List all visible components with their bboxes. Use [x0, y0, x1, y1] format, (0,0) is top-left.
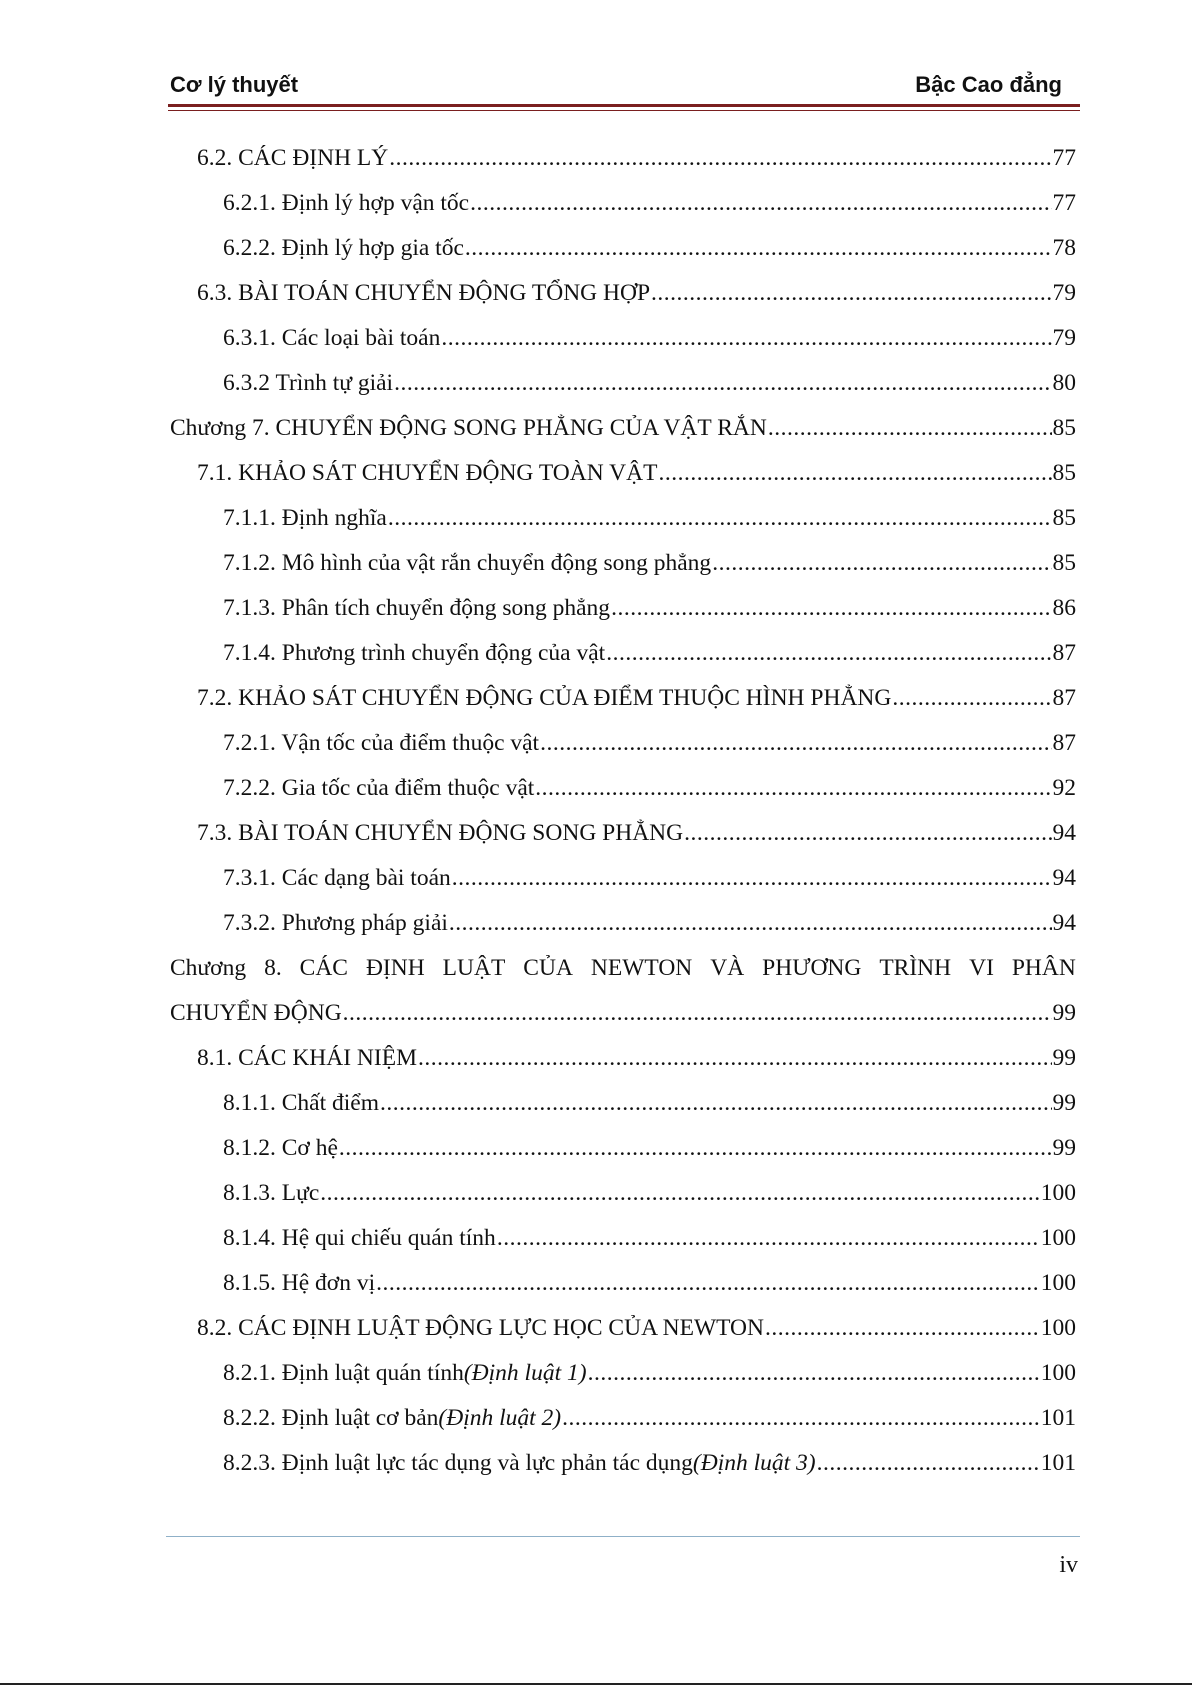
page-number: iv: [1059, 1552, 1078, 1578]
toc-entry[interactable]: [170, 1216, 1076, 1261]
toc-entry-page: 99: [1052, 1045, 1076, 1071]
toc-entry[interactable]: [170, 451, 1076, 496]
toc-entry-page: 100: [1040, 1315, 1076, 1341]
toc-entry[interactable]: [170, 1261, 1076, 1306]
toc-leader-dots: [892, 676, 1051, 721]
toc-entry[interactable]: [170, 586, 1076, 631]
toc-entry[interactable]: [170, 676, 1076, 721]
toc-entry-text: 7.3. BÀI TOÁN CHUYỂN ĐỘNG SONG PHẲNG: [197, 820, 684, 846]
toc-leader-dots: [470, 181, 1051, 226]
toc-entry-page: 77: [1052, 145, 1076, 171]
table-of-contents: [170, 136, 1076, 1486]
toc-entry-page: 99: [1052, 1135, 1076, 1161]
toc-entry-page: 99: [1052, 1000, 1076, 1026]
toc-entry-chapter-8-line1[interactable]: [170, 946, 1076, 991]
toc-entry[interactable]: [170, 271, 1076, 316]
toc-entry-word: LUẬT: [442, 955, 506, 981]
toc-entry-text: 8.1.4. Hệ qui chiếu quán tính: [223, 1225, 496, 1251]
toc-entry-page: 94: [1052, 910, 1076, 936]
toc-entry-text: 8.2.3. Định luật lực tác dụng và lực phản tác dụng: [223, 1450, 693, 1476]
toc-entry[interactable]: [170, 181, 1076, 226]
toc-entry-word: VI: [969, 955, 994, 981]
toc-entry-page: 100: [1040, 1360, 1076, 1386]
toc-entry[interactable]: [170, 541, 1076, 586]
toc-entry-page: 87: [1052, 640, 1076, 666]
toc-entry-text: 7.1.3. Phân tích chuyển động song phẳng: [223, 595, 611, 621]
toc-entry-page: 92: [1052, 775, 1076, 801]
toc-entry-text: 6.2.2. Định lý hợp gia tốc: [223, 235, 464, 261]
header-rule-thick: [168, 104, 1080, 107]
toc-entry-word: VÀ: [710, 955, 745, 981]
toc-entry-chapter-8-line2[interactable]: [170, 991, 1076, 1036]
footer-rule: [166, 1536, 1080, 1537]
toc-entry[interactable]: [170, 406, 1076, 451]
toc-entry-text: 8.1.1. Chất điểm: [223, 1090, 379, 1116]
toc-entry[interactable]: [170, 631, 1076, 676]
toc-leader-dots: [497, 1216, 1040, 1261]
toc-entry-text: 7.1.4. Phương trình chuyển động của vật: [223, 640, 606, 666]
toc-entry[interactable]: [170, 766, 1076, 811]
toc-entry-page: 78: [1052, 235, 1076, 261]
header-rule-thin: [168, 110, 1080, 111]
toc-entry-page: 94: [1052, 820, 1076, 846]
toc-leader-dots: [389, 136, 1051, 181]
toc-entry-page: 85: [1052, 505, 1076, 531]
header-title: Cơ lý thuyết: [170, 72, 299, 97]
toc-entry-text: 7.1.1. Định nghĩa: [223, 505, 387, 531]
toc-entry-text: 7.1.2. Mô hình của vật rắn chuyển động song phẳng: [223, 550, 712, 576]
toc-leader-dots: [651, 271, 1051, 316]
toc-leader-dots: [388, 496, 1052, 541]
toc-entry[interactable]: [170, 1351, 1076, 1396]
toc-entry-text: 6.2. CÁC ĐỊNH LÝ: [197, 145, 389, 171]
toc-entry-page: 87: [1052, 685, 1076, 711]
toc-entry-italic-note: (Định luật 2): [438, 1405, 562, 1431]
toc-entry[interactable]: [170, 1306, 1076, 1351]
toc-entry-text: 8.1. CÁC KHÁI NIỆM: [197, 1045, 417, 1071]
toc-leader-dots: [418, 1036, 1052, 1081]
toc-entry-text: Chương 7. CHUYỂN ĐỘNG SONG PHẲNG CỦA VẬT RẮN: [170, 415, 767, 441]
toc-leader-dots: [765, 1306, 1040, 1351]
toc-entry-page: 94: [1052, 865, 1076, 891]
toc-entry[interactable]: [170, 1036, 1076, 1081]
toc-entry[interactable]: [170, 361, 1076, 406]
toc-leader-dots: [441, 316, 1051, 361]
toc-leader-dots: [380, 1081, 1052, 1126]
toc-entry-page: 80: [1052, 370, 1076, 396]
toc-entry-text: 7.2. KHẢO SÁT CHUYỂN ĐỘNG CỦA ĐIỂM THUỘC HÌNH PHẲNG: [197, 685, 892, 711]
toc-entry-text: 6.3. BÀI TOÁN CHUYỂN ĐỘNG TỔNG HỢP: [197, 280, 651, 306]
toc-entry-page: 79: [1052, 280, 1076, 306]
toc-entry-text: 6.3.1. Các loại bài toán: [223, 325, 441, 351]
toc-entry-word: ĐỊNH: [365, 955, 425, 981]
toc-entry-text: 8.1.5. Hệ đơn vị: [223, 1270, 376, 1296]
toc-entry-text: 8.2.1. Định luật quán tính: [223, 1360, 464, 1386]
toc-leader-dots: [588, 1351, 1040, 1396]
toc-entry-page: 85: [1052, 415, 1076, 441]
toc-entry-word: TRÌNH: [879, 955, 952, 981]
toc-leader-dots: [658, 451, 1051, 496]
toc-entry-page: 100: [1040, 1180, 1076, 1206]
toc-leader-dots: [376, 1261, 1040, 1306]
toc-entry-page: 85: [1052, 460, 1076, 486]
toc-entry-text: 7.3.2. Phương pháp giải: [223, 910, 448, 936]
toc-entry[interactable]: [170, 1081, 1076, 1126]
toc-entry-word: PHÂN: [1011, 955, 1076, 981]
toc-entry[interactable]: [170, 856, 1076, 901]
toc-entry[interactable]: [170, 1396, 1076, 1441]
toc-entry-word: CỦA: [523, 955, 573, 981]
toc-entry[interactable]: [170, 1126, 1076, 1171]
toc-leader-dots: [343, 991, 1052, 1036]
toc-leader-dots: [611, 586, 1051, 631]
header-level: Bậc Cao đẳng: [915, 72, 1062, 97]
toc-entry-page: 100: [1040, 1225, 1076, 1251]
toc-leader-dots: [606, 631, 1051, 676]
running-header: [168, 70, 1080, 100]
toc-leader-dots: [817, 1441, 1040, 1486]
toc-entry-word: PHƯƠNG: [762, 955, 862, 981]
toc-entry-word: Chương: [170, 955, 247, 981]
toc-entry-text: 7.3.1. Các dạng bài toán: [223, 865, 451, 891]
toc-entry[interactable]: [170, 226, 1076, 271]
toc-entry-text: 7.2.2. Gia tốc của điểm thuộc vật: [223, 775, 535, 801]
toc-entry-text: 7.2.1. Vận tốc của điểm thuộc vật: [223, 730, 540, 756]
toc-entry-text: 8.2. CÁC ĐỊNH LUẬT ĐỘNG LỰC HỌC CỦA NEWTON: [197, 1315, 764, 1341]
toc-entry-text: 7.1. KHẢO SÁT CHUYỂN ĐỘNG TOÀN VẬT: [197, 460, 658, 486]
toc-entry-page: 101: [1040, 1405, 1076, 1431]
toc-leader-dots: [712, 541, 1051, 586]
toc-entry-text: 6.2.1. Định lý hợp vận tốc: [223, 190, 470, 216]
toc-entry-italic-note: (Định luật 1): [463, 1360, 587, 1386]
toc-leader-dots: [452, 856, 1052, 901]
toc-entry[interactable]: [170, 1441, 1076, 1486]
toc-leader-dots: [535, 766, 1051, 811]
toc-entry[interactable]: [170, 136, 1076, 181]
toc-entry-page: 100: [1040, 1270, 1076, 1296]
toc-entry-text: CHUYỂN ĐỘNG: [170, 1000, 342, 1026]
toc-leader-dots: [562, 1396, 1040, 1441]
toc-entry-page: 99: [1052, 1090, 1076, 1116]
toc-leader-dots: [684, 811, 1051, 856]
toc-entry-page: 101: [1040, 1450, 1076, 1476]
toc-entry-page: 77: [1052, 190, 1076, 216]
toc-leader-dots: [339, 1126, 1052, 1171]
toc-entry-page: 87: [1052, 730, 1076, 756]
toc-leader-dots: [768, 406, 1052, 451]
toc-leader-dots: [540, 721, 1051, 766]
toc-entry-text: 8.1.3. Lực: [223, 1180, 320, 1206]
toc-leader-dots: [465, 226, 1052, 271]
toc-entry[interactable]: [170, 721, 1076, 766]
toc-entry[interactable]: [170, 901, 1076, 946]
toc-entry[interactable]: [170, 496, 1076, 541]
toc-entry-text: 6.3.2 Trình tự giải: [223, 370, 394, 396]
toc-entry-text: 8.1.2. Cơ hệ: [223, 1135, 338, 1161]
toc-entry-word: CÁC: [299, 955, 348, 981]
toc-entry-page: 79: [1052, 325, 1076, 351]
toc-entry-page: 85: [1052, 550, 1076, 576]
toc-leader-dots: [394, 361, 1051, 406]
toc-leader-dots: [449, 901, 1052, 946]
toc-entry[interactable]: [170, 1171, 1076, 1216]
toc-entry-page: 86: [1052, 595, 1076, 621]
toc-entry-word: 8.: [264, 955, 282, 981]
toc-entry-word: NEWTON: [590, 955, 693, 981]
toc-leader-dots: [320, 1171, 1039, 1216]
toc-entry-text: 8.2.2. Định luật cơ bản: [223, 1405, 439, 1431]
toc-entry[interactable]: [170, 316, 1076, 361]
toc-entry-italic-note: (Định luật 3): [692, 1450, 816, 1476]
toc-entry[interactable]: [170, 811, 1076, 856]
